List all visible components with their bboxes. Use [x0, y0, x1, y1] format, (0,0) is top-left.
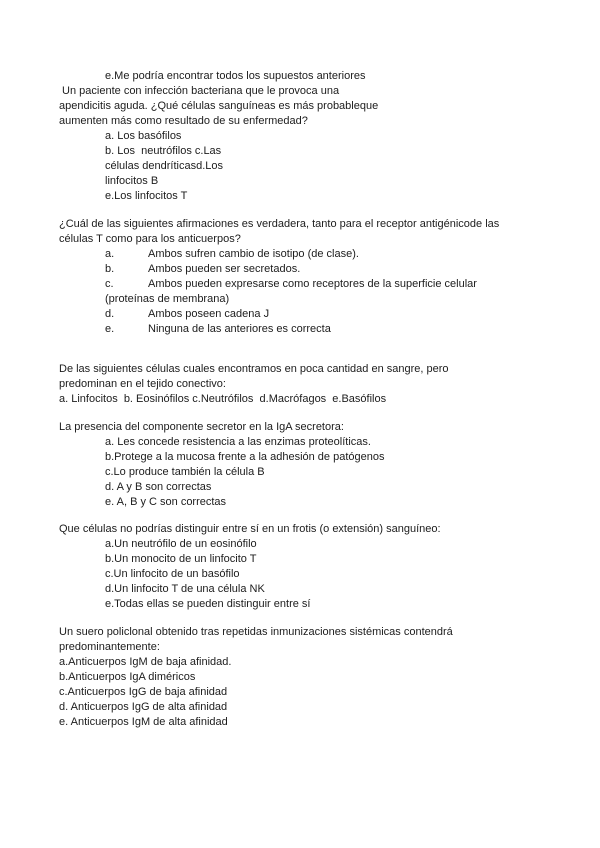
- text-line: b.Anticuerpos IgA diméricos: [59, 671, 196, 683]
- option-text: Ninguna de las anteriores es correcta: [148, 323, 331, 335]
- text-line: apendicitis aguda. ¿Qué células sanguíneas es más probableque: [59, 100, 379, 112]
- option-text: Ambos pueden ser secretados.: [148, 263, 301, 275]
- question-appendicitis-blood-cells: [59, 84, 559, 204]
- text-line: [59, 307, 559, 322]
- text-line: c.Un linfocito de un basófilo: [105, 568, 240, 580]
- text-line: a.Un neutrófilo de un eosinófilo: [105, 538, 257, 550]
- option-letter: e.: [105, 323, 115, 335]
- text-line: a. Les concede resistencia a las enzimas proteolíticas.: [105, 436, 371, 448]
- option-text: Ambos sufren cambio de isotipo (de clase).: [148, 248, 359, 260]
- text-line: [59, 322, 559, 337]
- text-line: e. A, B y C son correctas: [105, 496, 227, 508]
- text-line: células dendríticasd.Los: [105, 160, 224, 172]
- option-text: Ambos poseen cadena J: [148, 308, 270, 320]
- text-line: b. Los neutrófilos c.Las: [105, 145, 222, 157]
- question-polyclonal-serum: [59, 625, 559, 730]
- option-letter: b.: [105, 263, 115, 275]
- option-letter: c.: [105, 278, 114, 290]
- quiz-text-content: [59, 69, 559, 743]
- text-line: d. A y B son correctas: [105, 481, 212, 493]
- text-line: d. Anticuerpos IgG de alta afinidad: [59, 701, 228, 713]
- question-tcr-vs-antibodies: [59, 217, 559, 337]
- text-line: linfocitos B: [105, 175, 159, 187]
- text-line: a. Los basófilos: [105, 130, 182, 142]
- text-line: c.Lo produce también la célula B: [105, 466, 265, 478]
- question-iga-secretory-component: [59, 420, 559, 510]
- text-line: a. Linfocitos b. Eosinófilos c.Neutrófilos d.Macrófagos e.Basófilos: [59, 393, 387, 405]
- question-blood-smear-distinction: [59, 522, 559, 612]
- text-line: Un suero policlonal obtenido tras repetidas inmunizaciones sistémicas contendrá: [59, 626, 453, 638]
- text-line: e.Todas ellas se pueden distinguir entre sí: [105, 598, 311, 610]
- previous-question-option-e: [59, 69, 559, 84]
- text-line: predominantemente:: [59, 641, 160, 653]
- text-line: La presencia del componente secretor en la IgA secretora:: [59, 421, 344, 433]
- text-line: e.Los linfocitos T: [105, 190, 188, 202]
- text-line: d.Un linfocito T de una célula NK: [105, 583, 265, 595]
- text-line: b.Protege a la mucosa frente a la adhesión de patógenos: [105, 451, 385, 463]
- option-letter: d.: [105, 308, 115, 320]
- text-line: b.Un monocito de un linfocito T: [105, 553, 257, 565]
- text-line: e.Me podría encontrar todos los supuestos anteriores: [105, 70, 366, 82]
- text-line: células T como para los anticuerpos?: [59, 233, 241, 245]
- option-text: Ambos pueden expresarse como receptores de la superficie celular: [148, 278, 477, 290]
- text-line: Un paciente con infección bacteriana que le provoca una: [59, 85, 340, 97]
- text-line: predominan en el tejido conectivo:: [59, 378, 226, 390]
- text-line: aumenten más como resultado de su enfermedad?: [59, 115, 308, 127]
- text-line: Que células no podrías distinguir entre sí en un frotis (o extensión) sanguíneo:: [59, 523, 441, 535]
- option-letter: a.: [105, 248, 115, 260]
- text-line: [59, 277, 559, 292]
- text-line: a.Anticuerpos IgM de baja afinidad.: [59, 656, 232, 668]
- question-connective-tissue-cells: [59, 362, 559, 407]
- text-line: e. Anticuerpos IgM de alta afinidad: [59, 716, 228, 728]
- text-line: De las siguientes células cuales encontramos en poca cantidad en sangre, pero: [59, 363, 449, 375]
- text-line: ¿Cuál de las siguientes afirmaciones es verdadera, tanto para el receptor antigénicode las: [59, 218, 500, 230]
- text-line: c.Anticuerpos IgG de baja afinidad: [59, 686, 228, 698]
- text-line: [59, 247, 559, 262]
- text-line: [59, 262, 559, 277]
- text-line: (proteínas de membrana): [105, 293, 230, 305]
